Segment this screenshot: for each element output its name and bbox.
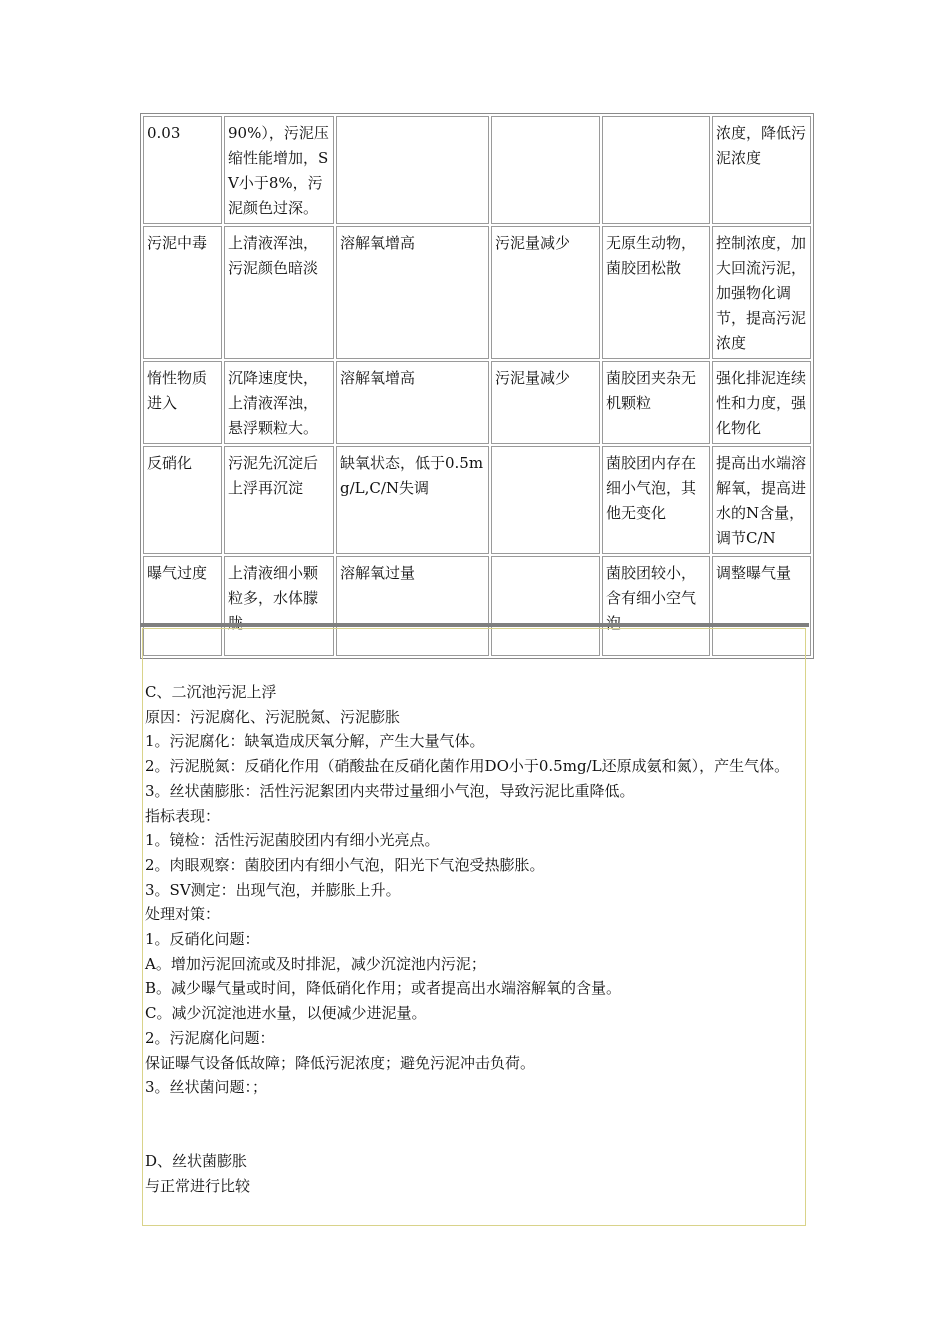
table-cell: 浓度，降低污泥浓度 [712, 116, 811, 224]
content-box [142, 628, 806, 1226]
table-cell: 上清液浑浊，污泥颜色暗淡 [224, 226, 334, 359]
table-cell: 惰性物质进入 [143, 361, 222, 444]
table-cell: 菌胶团内存在细小气泡，其他无变化 [602, 446, 710, 554]
table-row [143, 361, 811, 444]
table-bottom-rule [140, 623, 809, 627]
table-row [143, 446, 811, 554]
table-cell: 调整曝气量 [712, 556, 811, 656]
table-cell: 缺氧状态，低于0.5mg/L,C/N失调 [336, 446, 489, 554]
text-line: 指标表现： [145, 806, 221, 825]
table-row [143, 116, 811, 224]
table-row [143, 226, 811, 359]
section-c-heading: C、二沉池污泥上浮 [145, 683, 277, 701]
table-cell: 0.03 [143, 116, 222, 224]
text-line: 3。丝状菌问题：； [145, 1078, 268, 1097]
table-cell: 污泥量减少 [491, 226, 600, 359]
text-line: B。减少曝气量或时间，降低硝化作用；或者提高出水端溶解氧的含量。 [145, 979, 622, 998]
text-line: 2。肉眼观察：菌胶团内有细小气泡，阳光下气泡受热膨胀。 [145, 855, 545, 874]
text-line: C。减少沉淀池进水量，以便减少进泥量。 [145, 1004, 427, 1023]
table-cell: 上清液细小颗粒多，水体朦 [224, 556, 334, 656]
table-cell [491, 446, 600, 554]
table-cell [602, 116, 710, 224]
text-line: 处理对策： [145, 905, 221, 924]
text-line: 原因：污泥腐化、污泥脱氮、污泥膨胀 [145, 707, 401, 726]
table-cell: 污泥中毒 [143, 226, 222, 359]
table-cell [336, 116, 489, 224]
table-cell: 污泥先沉淀后上浮再沉淀 [224, 446, 334, 554]
table-cell: 控制浓度，加大回流污泥，加强物化调节，提高污泥浓度 [712, 226, 811, 359]
table-cell: 菌胶团夹杂无机颗粒 [602, 361, 710, 444]
table-cell: 菌胶团较小，含有细小空气 [602, 556, 710, 656]
table-cell: 无原生动物，菌胶团松散 [602, 226, 710, 359]
table-cell: 反硝化 [143, 446, 222, 554]
text-line: 3。丝状菌膨胀：活性污泥絮团内夹带过量细小气泡，导致污泥比重降低。 [145, 781, 635, 800]
table-cell: 沉降速度快，上清液浑浊，悬浮颗粒大。 [224, 361, 334, 444]
text-line: 与正常进行比较 [145, 1176, 251, 1195]
table-cell: 溶解氧过量 [336, 556, 489, 656]
text-line: 3。SV测定：出现气泡，并膨胀上升。 [145, 880, 401, 899]
table-cell: 溶解氧增高 [336, 226, 489, 359]
text-line: A。增加污泥回流或及时排泥，减少沉淀池内污泥； [145, 954, 486, 973]
text-line: 保证曝气设备低故障；降低污泥浓度；避免污泥冲击负荷。 [145, 1053, 536, 1072]
table-cell: 污泥量减少 [491, 361, 600, 444]
table-cell [491, 116, 600, 224]
sludge-problem-table [140, 113, 814, 659]
table-cell: 90%），污泥压缩性能增加，SV小于8%，污泥颜色过深。 [224, 116, 334, 224]
table-cell: 溶解氧增高 [336, 361, 489, 444]
text-line: 1。污泥腐化：缺氧造成厌氧分解，产生大量气体。 [145, 732, 485, 751]
text-line: 2。污泥腐化问题： [145, 1028, 275, 1047]
table-cell: 强化排泥连续性和力度，强化物化 [712, 361, 811, 444]
section-c [145, 680, 805, 1198]
section-d-heading: D、丝状菌膨胀 [145, 1151, 248, 1170]
text-line: 2。污泥脱氮：反硝化作用（硝酸盐在反硝化菌作用DO小于0.5mg/L还原成氨和氮），产生气体。 [145, 757, 790, 776]
text-line: 1。反硝化问题： [145, 930, 260, 949]
table-cell: 曝气过度 [143, 556, 222, 656]
text-line: 1。镜检：活性污泥菌胶团内有细小光亮点。 [145, 831, 440, 850]
table-cell: 提高出水端溶解氧，提高进水的N含量，调节C/N [712, 446, 811, 554]
